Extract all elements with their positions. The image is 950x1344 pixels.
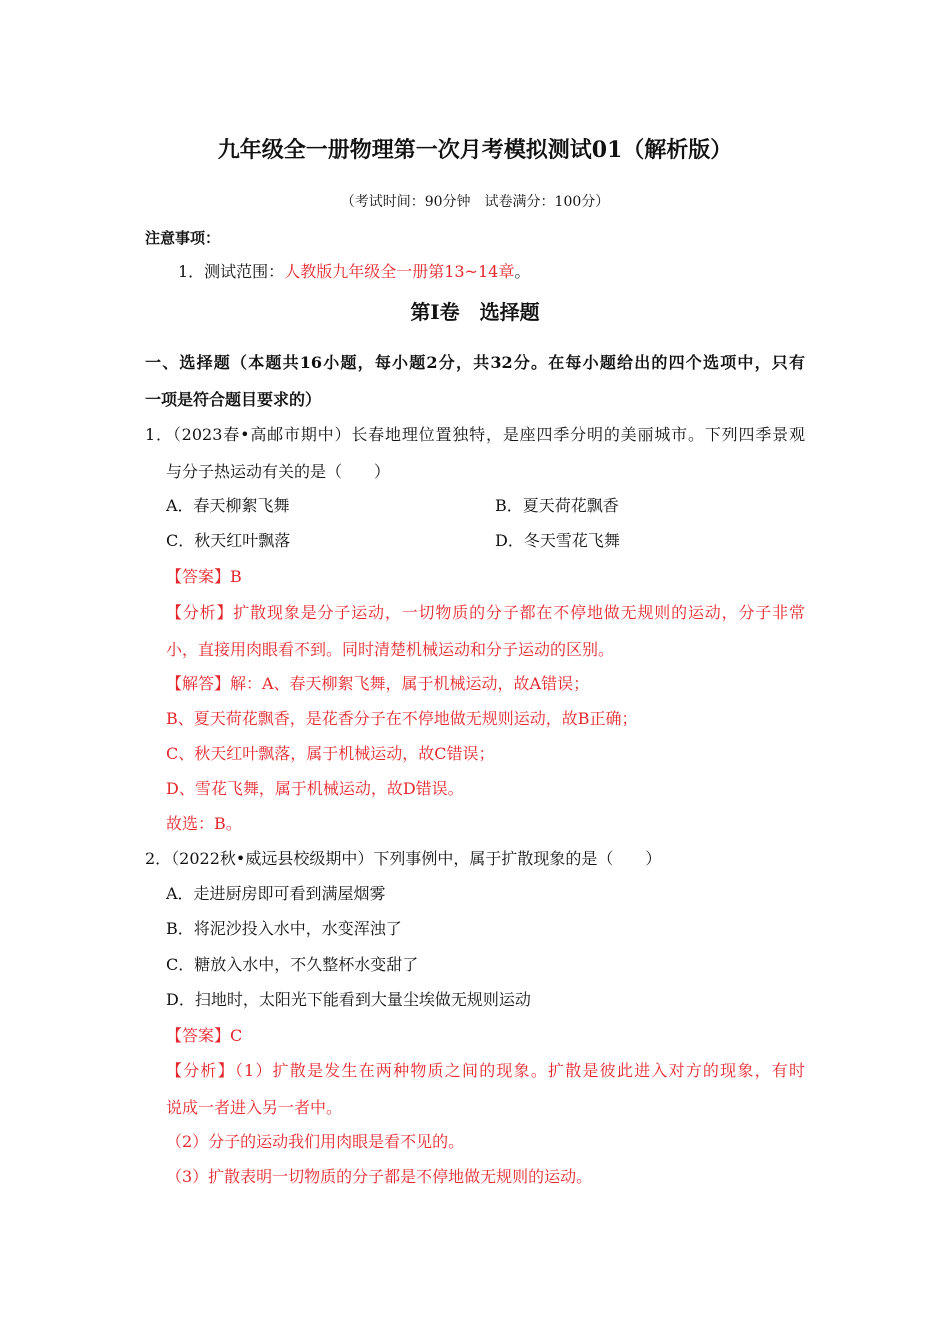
q2-option-a: A．走进厨房即可看到满屋烟雾 — [166, 884, 386, 903]
notice-item-1 — [178, 262, 530, 282]
notice-heading: 注意事项： — [145, 229, 221, 247]
notice-item-prefix: 1．测试范围： — [178, 262, 285, 281]
exam-info: （考试时间：90分钟 试卷满分：100分） — [340, 194, 610, 210]
q2-analysis-line3: （2）分子的运动我们用肉眼是看不见的。 — [166, 1132, 465, 1151]
section-title: 第Ⅰ卷 选择题 — [410, 300, 540, 324]
q2-answer: 【答案】C — [166, 1026, 243, 1045]
q2-analysis-line4: （3）扩散表明一切物质的分子都是不停地做无规则的运动。 — [166, 1167, 593, 1186]
q1-stem-line1: 1．（2023春•高邮市期中）长春地理位置独特，是座四季分明的美丽城市。下列四季景观 — [145, 425, 805, 444]
q2-analysis-line1: 【分析】（1）扩散是发生在两种物质之间的现象。扩散是彼此进入对方的现象，有时 — [166, 1061, 805, 1080]
part1-instructions-line2: 一项是符合题目要求的） — [145, 390, 322, 409]
q1-analysis-line2: 小，直接用肉眼看不到。同时清楚机械运动和分子运动的区别。 — [166, 640, 615, 659]
document-title: 九年级全一册物理第一次月考模拟测试01（解析版） — [217, 137, 733, 163]
q1-solution-line4: D、雪花飞舞，属于机械运动，故D错误。 — [166, 779, 464, 798]
q1-option-c: C．秋天红叶飘落 — [166, 531, 291, 550]
q2-analysis-line2: 说成一者进入另一者中。 — [166, 1098, 343, 1117]
q1-solution-line2: B、夏天荷花飘香，是花香分子在不停地做无规则运动，故B正确； — [166, 709, 638, 728]
q1-solution-line3: C、秋天红叶飘落，属于机械运动，故C错误； — [166, 744, 495, 763]
q1-option-d: D．冬天雪花飞舞 — [495, 531, 620, 550]
q1-answer: 【答案】B — [166, 567, 242, 586]
q2-option-b: B．将泥沙投入水中，水变浑浊了 — [166, 919, 402, 938]
q1-stem-line2: 与分子热运动有关的是（ ） — [166, 462, 391, 481]
q1-option-b: B．夏天荷花飘香 — [495, 496, 619, 515]
notice-item-suffix: 。 — [514, 262, 531, 281]
notice-item-scope: 人教版九年级全一册第13~14章 — [284, 262, 515, 281]
q2-option-c: C．糖放入水中，不久整杯水变甜了 — [166, 955, 419, 974]
q1-option-a: A．春天柳絮飞舞 — [166, 496, 290, 515]
q1-analysis-line1: 【分析】扩散现象是分子运动，一切物质的分子都在不停地做无规则的运动，分子非常 — [166, 603, 805, 622]
q2-stem: 2．（2022秋•威远县校级期中）下列事例中，属于扩散现象的是（ ） — [145, 849, 662, 868]
q1-solution-line1: 【解答】解：A、春天柳絮飞舞，属于机械运动，故A错误； — [166, 674, 590, 693]
q1-choice: 故选：B。 — [166, 814, 242, 833]
part1-instructions-line1: 一、选择题（本题共16小题，每小题2分，共32分。在每小题给出的四个选项中，只有 — [145, 353, 805, 372]
q2-option-d: D．扫地时，太阳光下能看到大量尘埃做无规则运动 — [166, 990, 531, 1009]
